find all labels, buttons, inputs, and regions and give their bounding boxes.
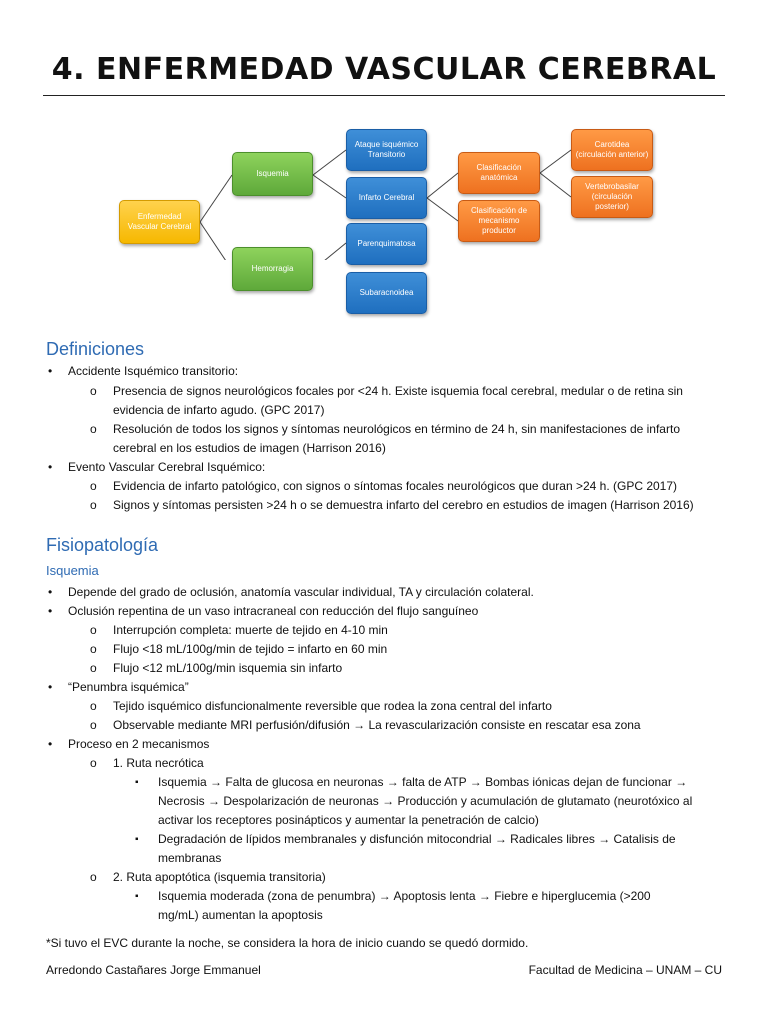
bullet-circle: o	[90, 642, 97, 656]
bullet-square: ▪	[135, 891, 139, 902]
bullet-disc: •	[48, 604, 53, 618]
footer-author: Arredondo Castañares Jorge Emmanuel	[46, 963, 261, 977]
definition-ait-title: Accidente Isquémico transitorio:	[68, 364, 239, 378]
bullet-disc: •	[48, 585, 53, 599]
page-title: 4. ENFERMEDAD VASCULAR CEREBRAL	[51, 52, 717, 87]
classification-diagram	[0, 0, 768, 297]
text-line: Observable mediante MRI perfusión/difusión → La revascularización consiste en rescatar esa zona	[113, 718, 641, 732]
bullet-circle: o	[90, 498, 97, 512]
footer-institution: Facultad de Medicina – UNAM – CU	[528, 963, 722, 977]
text-line: activar los receptores posinápticos y aumentar la penetración de calcio)	[158, 813, 539, 827]
bullet-circle: o	[90, 384, 97, 398]
text-line: Isquemia moderada (zona de penumbra) → Apoptosis lenta → Fiebre e hiperglucemia (>200	[158, 889, 651, 903]
text-line: Evidencia de infarto patológico, con signos o síntomas focales neurológicos que duran >24 h. (GPC 2017)	[113, 479, 678, 493]
bullet-circle: o	[90, 422, 97, 436]
text-line: Necrosis → Despolarización de neuronas → Producción y acumulación de glutamato (neurotóxico al	[158, 794, 693, 808]
bullet-circle: o	[90, 756, 97, 770]
bullet-circle: o	[90, 479, 97, 493]
section-heading-definiciones: Definiciones	[46, 339, 145, 359]
bullet-disc: •	[48, 460, 53, 474]
bullet-disc: •	[48, 680, 53, 694]
text-line: “Penumbra isquémica”	[68, 680, 189, 694]
text-line: 2. Ruta apoptótica (isquemia transitoria)	[113, 870, 326, 884]
text-line: Flujo <18 mL/100g/min de tejido = infarto en 60 min	[113, 642, 388, 656]
text-line: Isquemia → Falta de glucosa en neuronas → falta de ATP → Bombas iónicas dejan de funcionar →	[158, 775, 688, 789]
text-line: Oclusión repentina de un vaso intracraneal con reducción del flujo sanguíneo	[68, 604, 479, 618]
bullet-disc: •	[48, 737, 53, 751]
text-line: 1. Ruta necrótica	[113, 756, 204, 770]
bullet-disc: •	[48, 364, 53, 378]
text-line: Degradación de lípidos membranales y disfunción mitocondrial → Radicales libres → Catalisis de	[158, 832, 676, 846]
node-parenquimatosa: Parenquimatosa	[346, 223, 427, 265]
footnote: *Si tuvo el EVC durante la noche, se considera la hora de inicio cuando se quedó dormido.	[46, 936, 529, 950]
bullet-circle: o	[90, 870, 97, 884]
text-line: Flujo <12 mL/100g/min isquemia sin infarto	[113, 661, 343, 675]
bullet-circle: o	[90, 661, 97, 675]
node-clasificacion-mecanismo: Clasificación de mecanismo productor	[458, 200, 540, 242]
text-line: Presencia de signos neurológicos focales por <24 h. Existe isquemia focal cerebral, medular o de retina sin	[113, 384, 683, 398]
node-subaracnoidea: Subaracnoidea	[346, 272, 427, 314]
node-infarto: Infarto Cerebral	[346, 177, 427, 219]
text-line: Proceso en 2 mecanismos	[68, 737, 210, 751]
bullet-square: ▪	[135, 834, 139, 845]
node-hemorragia: Hemorragia	[232, 247, 313, 291]
section-heading-fisiopatologia: Fisiopatología	[46, 535, 159, 555]
bullet-circle: o	[90, 699, 97, 713]
bullet-circle: o	[90, 718, 97, 732]
node-ait: Ataque isquémico Transitorio	[346, 129, 427, 171]
node-evc: Enfermedad Vascular Cerebral	[119, 200, 200, 244]
node-clasificacion-anatomica: Clasificación anatómica	[458, 152, 540, 194]
text-line: evidencia de infarto agudo. (GPC 2017)	[113, 403, 325, 417]
definition-evc-title: Evento Vascular Cerebral Isquémico:	[68, 460, 266, 474]
text-line: cerebral en los estudios de imagen (Harrison 2016)	[113, 441, 386, 455]
node-vertebrobasilar: Vertebrobasilar (circulación posterior)	[571, 176, 653, 218]
text-line: Resolución de todos los signos y síntomas neurológicos en término de 24 h, sin manifestaciones de infarto	[113, 422, 680, 436]
text-line: Depende del grado de oclusión, anatomía vascular individual, TA y circulación colateral.	[68, 585, 534, 599]
text-line: Interrupción completa: muerte de tejido en 4-10 min	[113, 623, 388, 637]
node-isquemia: Isquemia	[232, 152, 313, 196]
text-line: mg/mL) aumentan la apoptosis	[158, 908, 323, 922]
bullet-square: ▪	[135, 777, 139, 788]
node-carotidea: Carotidea (circulación anterior)	[571, 129, 653, 171]
text-line: Signos y síntomas persisten >24 h o se demuestra infarto del cerebro en estudios de imagen (Harrison 2016)	[113, 498, 694, 512]
bullet-circle: o	[90, 623, 97, 637]
text-line: Tejido isquémico disfuncionalmente reversible que rodea la zona central del infarto	[113, 699, 552, 713]
subheading-isquemia: Isquemia	[46, 563, 99, 578]
text-line: membranas	[158, 851, 222, 865]
